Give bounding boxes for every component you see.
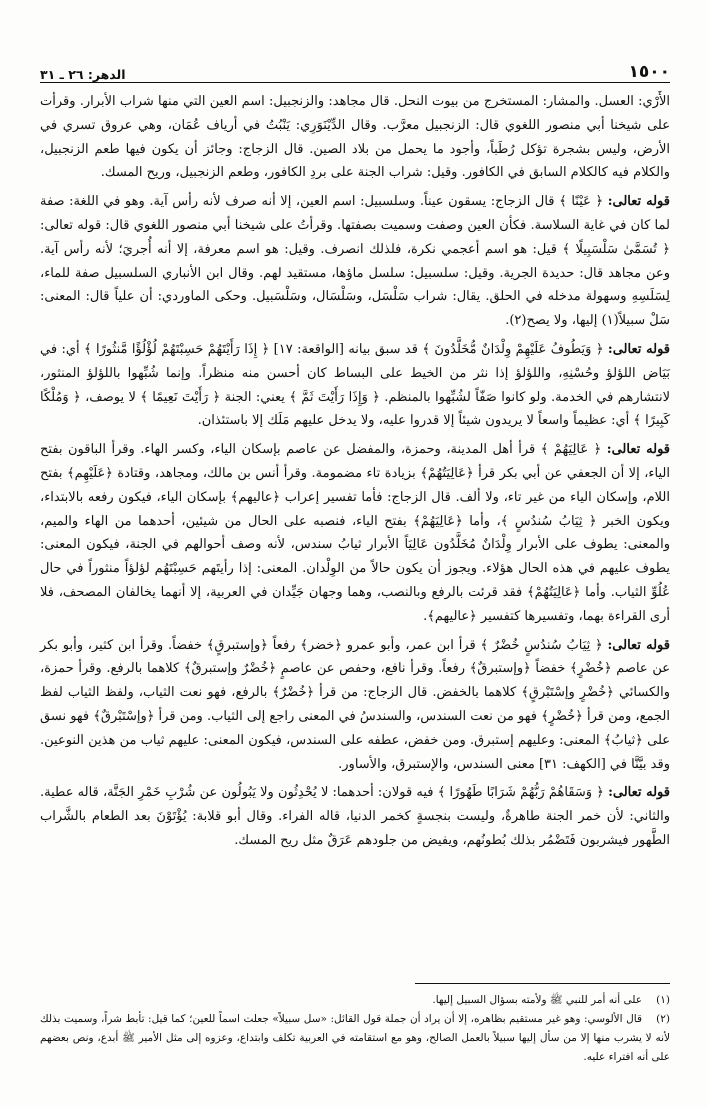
footnote (40, 1010, 670, 1067)
main-text (40, 90, 670, 858)
paragraph (40, 438, 670, 628)
paragraph-lead: قوله تعالى: (608, 785, 670, 801)
paragraph-lead: قوله تعالى: (607, 341, 670, 357)
running-header (40, 58, 670, 83)
paragraph-text: ﴿ وَسَقَاهُمْ رَبُّهُمْ شَرَابًا طَهُورًا ﴾ فيه قولان: أحدهما: لا يُحْدِثُون ولا يَبُولُون عن شُرْبِ خَمْرِ الجَنَّة، قاله عطية. والثاني: لأن خمر الجنة طاهرةٌ، وليست بنجسةٍ كخمر الدنيا، قاله الفراء. وقال أبو قلابة: يُؤْتَوْنَ بعد الطعام بالشَّراب الطَّهور فيشربون فَتَضْمُر بذلك بُطونُهم، ويفيض من جلودهم عَرَقٌ مثل ريح المسك. (40, 785, 670, 848)
footnote-number: (١) (656, 994, 670, 1006)
paragraph (40, 781, 670, 852)
footnote-text: على أنه أمر للنبي ﷺ ولأمته بسؤال السبيل إليها. (432, 994, 642, 1006)
page-number: ١٥٠٠ (628, 62, 670, 82)
footnote-number: (٢) (656, 1013, 670, 1025)
paragraph-text: الأَرْي: العسل. والمشار: المستخرج من بيوت النحل. قال مجاهد: والزنجبيل: اسم العين التي منها شراب الأبرار. وقرأت على شيخنا أبي منصور اللغوي قال: الزنجبيل معرَّب. وقال الدِّيْنَوَرِي: يَنْبُتُ في أرياف عُمَان، وهي عروق تسري في الأرض، وليس بشجرة تؤكل رُطَباً، وأجود ما يحمل من بلاد الصين. قال الزجاج: وجائز أن يكون فيها طعم الزنجبيل، والكلام فيه كالكلام السابق في الكافور. وقيل: شراب الجنة على بردِ الكافور، وطعم الزنجبيل، وريح المسك. (40, 94, 670, 181)
surah-reference: الدهر: ٢٦ ـ ٣١ (40, 67, 126, 82)
footnotes (40, 991, 670, 1067)
paragraph-lead: قوله تعالى: (607, 637, 670, 653)
paragraph (40, 338, 670, 433)
paragraph-text: ﴿ وَيَطُوفُ عَلَيْهِمْ وِلْدَانٌ مُّخَلَّدُونَ ﴾ قد سبق بيانه [الواقعة: ١٧] ﴿ إِذَا رَأَيْتَهُمْ حَسِبْتَهُمْ لُؤْلُؤًا مَّنثُورًا ﴾ أي: في بَيَاض اللؤلؤ وحُسْنِهِ، واللؤلؤ إذا نثر من الخيط على البساط كان أحسن منه منظراً. وإنما شُبِّهوا باللؤلؤ المنثور، لانتشارهم في الخدمة. ولو كانوا صَفّاً لشُبِّهوا بالمنظم. ﴿ وَإِذَا رَأَيْتَ ثَمَّ ﴾ يعني: الجنة ﴿ رَأَيْتَ نَعِيمًا ﴾ لا يوصف، ﴿ وَمُلْكًا كَبِيرًا ﴾ أي: عظيماً واسعاً لا يريدون شيئاً إلا قدروا عليه، ولا يدخل عليهم مَلَك إلا باستئذان. (40, 341, 670, 429)
paragraph-lead: قوله تعالى: (607, 194, 670, 210)
paragraph-text: ﴿ عَالِيَهُمْ ﴾ قرأ أهل المدينة، وحمزة، والمفضل عن عاصم بإسكان الياء، وكسر الهاء. وقرأ الباقون بفتح الياء، إلا أن الجعفي عن أبي بكر قرأ ﴿عَالِيَتُهُمْ﴾ بزيادة تاء مضمومة. وقرأ أنس بن مالك، ومجاهد، وقتادة ﴿عَلَيْهِم﴾ بفتح اللام، وإسكان الياء من غير تاء، ولا ألف. قال الزجاج: فأما تفسير إعراب ﴿عاليهم﴾ بإسكان الياء، فيكون رفعه بالابتداء، ويكون الخبر ﴿ ثِيَابُ سُندُسٍ ﴾، وأما ﴿عَالِيَهُمْ﴾ بفتح الياء، فنصبه على الحال من شيئين، أحدهما من الهاء والميم، والمعنى: يطوف على الأبرار وِلْدَانٌ مُخَلَّدُون عَالِيَاً الأبرار ثيابُ سندس، لأنه وصف أحوالهم في الجنة، فيكون المعنى: يطوف عليهم في هذه الحال هؤلاء. ويجوز أن يكون حالاً من الوِلْدان. المعنى: إذا رأيتَهم حَسِبْتَهُم لؤلؤاً منثوراً في حال عُلُوِّ الثياب. وأما ﴿عَالِيَتُهُمْ﴾ فقد قرئت بالرفع وبالنصب، وهما وجهان جَيِّدان في العربية، إلا أنهما يخالفان المصحف، فلا أرى القراءة بهما، وتفسيرها كتفسير ﴿عاليهم﴾. (40, 442, 670, 624)
footnote (40, 991, 670, 1010)
paragraph (40, 634, 670, 777)
paragraph-text: ﴿ عَيْنًا ﴾ قال الزجاج: يسقون عيناً. وسلسبيل: اسم العين، إلا أنه صرف لأنه رأس آية. وهو في اللغة: صفة لما كان في غاية السلاسة. فكأن العين وصفت وسميت بصفتها. وقرأتُ على شيخنا أبي منصور اللغوي قال: قوله تعالى: ﴿ تُسَمَّىٰ سَلْسَبِيلًا ﴾ قيل: هو اسم أعجمي نكرة، فلذلك انصرف. وقيل: هو اسم معرفة، إلا أنه أُجريَ؛ لأنه رأس آية. وعن مجاهد قال: حديدة الجرية. وقيل: سلسبيل: سلسل ماؤها، مستقيد لهم. وقال ابن الأنباري السلسبيل صفة للماء، لِسَلَسِهِ وسهولة مدخله في الحلق. يقال: شراب سَلْسَل، وسَلْسَال، وسَلْسَبيل. وحكى الماوردي: أن علياً قال: المعنى: سَلْ سبيلاً(١) إليها، ولا يصح(٢). (40, 194, 670, 329)
paragraph (40, 90, 670, 185)
paragraph-text: ﴿ ثِيَابُ سُندُسٍ خُضْرٌ ﴾ قرأ ابن عمر، وأبو عمرو ﴿خضر﴾ رفعاً ﴿وإستبرقٍ﴾ خفضاً. وقرأ ابن كثير، وأبو بكر عن عاصم ﴿خُضْرٍ﴾ خفضاً ﴿وإستبرقٌ﴾ رفعاً. وقرأ نافع، وحفص عن عاصمٍ ﴿خُضْرٌ وإستبرقٌ﴾ كلاهما بالرفع. وقرأ حمزة، والكسائي ﴿خُضْرٍ وإسْتَبْرقٍ﴾ كلاهما بالخفض. قال الزجاج: من قرأ ﴿خُضْرٌ﴾ بالرفع، فهو نعت الثياب، ولفظ الثياب لفظ الجمع، ومن قرأ ﴿خُضْرٍ﴾ فهو من نعت السندس، والسندسُ في المعنى راجع إلى الثياب. ومن قرأ ﴿وإسْتَبْرقٌ﴾ فهو نسق على ﴿ثيابُ﴾ المعنى: وعليهم إستبرق. ومن خفض، عطفه على السندس، فيكون المعنى: عليهم ثياب من هذين النوعين. وقد بيَّنَّا في [الكهف: ٣١] معنى السندس، والإستبرق، والأساور. (40, 637, 670, 772)
footnote-text: قال الألوسي: وهو غير مستقيم بظاهره، إلا أن يراد أن جملة قول القائل: «سل سبيلاً» جعلت اسماً للعين؛ كما قيل: تأبط شراً، وسميت بذلك لأنه لا يشرب منها إلا من سأل إليها سبيلاً بالعمل الصالح، وهو مع استقامته في العربية تكلف وابتداع، وعزوه إلى مثل الأمير ﷺ أبدع، ونص بعضهم على أنه افتراء عليه. (40, 1013, 670, 1063)
paragraph-lead: قوله تعالى: (606, 442, 671, 458)
footnote-divider (415, 983, 670, 984)
paragraph (40, 190, 670, 333)
